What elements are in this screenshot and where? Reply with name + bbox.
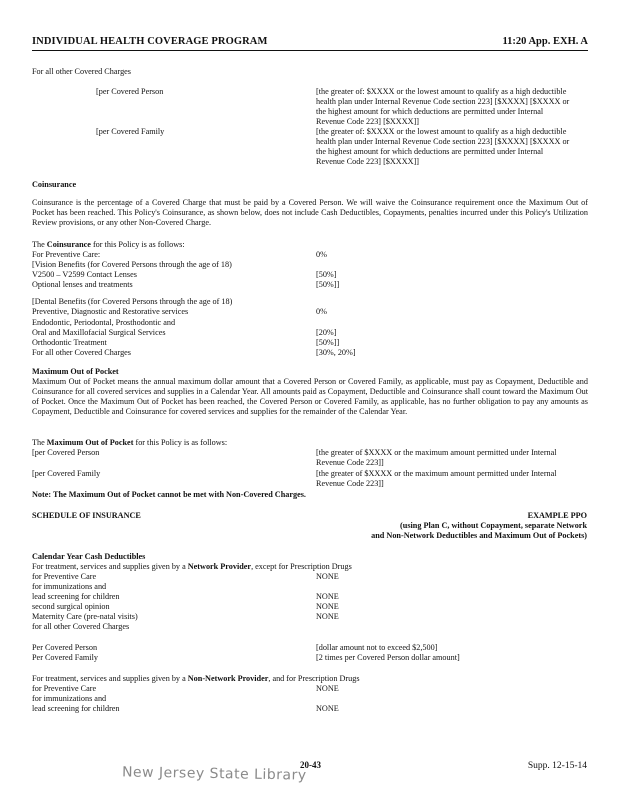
nonnetwork-row-value: NONE bbox=[316, 704, 339, 713]
other-person-line-2: health plan under Internal Revenue Code section 223] [$XXXX] [$XXXX or bbox=[316, 97, 570, 106]
moop-intro-bold: Maximum Out of Pocket bbox=[46, 438, 134, 447]
deductibles-heading: Calendar Year Cash Deductibles bbox=[32, 552, 146, 561]
network-intro bbox=[32, 562, 352, 572]
moop-person-line-1: [the greater of $XXXX or the maximum amount permitted under Internal bbox=[316, 448, 557, 457]
per-row-value: [2 times per Covered Person dollar amount] bbox=[316, 653, 460, 662]
schedule-plan-note-2: and Non-Network Deductibles and Maximum Out of Pockets) bbox=[371, 531, 587, 540]
network-row-label: lead screening for children bbox=[32, 592, 120, 601]
nonnetwork-row-label: for immunizations and bbox=[32, 694, 107, 703]
moop-intro-post: for this Policy is as follows: bbox=[133, 438, 228, 447]
dental-row-value: [50%]] bbox=[316, 338, 340, 347]
network-row-label: for Preventive Care bbox=[32, 572, 97, 581]
dental-row-value: [20%] bbox=[316, 328, 337, 337]
page-number: 20-43 bbox=[300, 760, 321, 770]
schedule-title: SCHEDULE OF INSURANCE bbox=[32, 511, 141, 520]
other-charges-heading: For all other Covered Charges bbox=[32, 67, 131, 76]
coinsurance-paragraph: Coinsurance is the percentage of a Covered Charge that must be paid by a Covered Person. We will waive the Coinsurance requirement once the Maximum Out of Pocket has been reached. This Policy's Coinsurance, as shown below, does not include Cash Deductibles, Copayments, penalties incurred under this Policy's Utilization Review provisions, or any other Non-Covered Charge. bbox=[32, 198, 588, 227]
moop-person-label: [per Covered Person bbox=[32, 448, 100, 457]
moop-intro bbox=[32, 438, 227, 448]
moop-heading: Maximum Out of Pocket bbox=[32, 367, 119, 376]
page-header bbox=[32, 37, 588, 51]
moop-intro-pre: The bbox=[32, 438, 47, 447]
per-row-value: [dollar amount not to exceed $2,500] bbox=[316, 643, 438, 652]
other-person-line-3: the highest amount for which deductions are permitted under Internal bbox=[316, 107, 544, 116]
supplement-date: Supp. 12-15-14 bbox=[527, 761, 587, 771]
coinsurance-row-label: V2500 – V2599 Contact Lenses bbox=[32, 270, 137, 279]
dental-row-value: [30%, 20%] bbox=[316, 348, 356, 357]
nonnetwork-intro-pre: For treatment, services and supplies given by a bbox=[32, 674, 188, 683]
library-stamp: New Jersey State Library bbox=[121, 764, 307, 784]
other-person-label: [per Covered Person bbox=[96, 87, 164, 96]
coinsurance-intro-bold: Coinsurance bbox=[46, 240, 91, 249]
moop-family-label: [per Covered Family bbox=[32, 469, 101, 478]
dental-row-value: 0% bbox=[316, 307, 327, 316]
moop-person-line-2: Revenue Code 223]] bbox=[316, 458, 384, 467]
schedule-plan-note-1: (using Plan C, without Copayment, separate Network bbox=[400, 521, 587, 530]
nonnetwork-intro-bold: Non-Network Provider bbox=[187, 674, 269, 683]
moop-family-line-1: [the greater of $XXXX or the maximum amount permitted under Internal bbox=[316, 469, 557, 478]
coinsurance-row-value: [50%]] bbox=[316, 280, 340, 289]
nonnetwork-row-label: lead screening for children bbox=[32, 704, 120, 713]
other-person-line-4: Revenue Code 223] [$XXXX]] bbox=[316, 117, 419, 126]
per-row-label: Per Covered Family bbox=[32, 653, 98, 662]
coinsurance-row-label: Optional lenses and treatments bbox=[32, 280, 133, 289]
other-family-line-1: [the greater of: $XXXX or the lowest amount to qualify as a high deductible bbox=[316, 127, 567, 136]
other-family-line-4: Revenue Code 223] [$XXXX]] bbox=[316, 157, 419, 166]
moop-family-line-2: Revenue Code 223]] bbox=[316, 479, 384, 488]
network-row-label: for all other Covered Charges bbox=[32, 622, 130, 631]
per-row-label: Per Covered Person bbox=[32, 643, 98, 652]
moop-note: Note: The Maximum Out of Pocket cannot be met with Non-Covered Charges. bbox=[32, 490, 306, 499]
dental-row-label: Endodontic, Periodontal, Prosthodontic and bbox=[32, 318, 176, 327]
nonnetwork-row-label: for Preventive Care bbox=[32, 684, 97, 693]
other-family-line-3: the highest amount for which deductions are permitted under Internal bbox=[316, 147, 544, 156]
coinsurance-intro-pre: The bbox=[32, 240, 47, 249]
coinsurance-row-value: [50%] bbox=[316, 270, 337, 279]
network-row-label: for immunizations and bbox=[32, 582, 107, 591]
other-family-line-2: health plan under Internal Revenue Code section 223] [$XXXX] [$XXXX or bbox=[316, 137, 570, 146]
schedule-plan-name: EXAMPLE PPO bbox=[527, 511, 587, 520]
other-family-label: [per Covered Family bbox=[96, 127, 165, 136]
header-title: INDIVIDUAL HEALTH COVERAGE PROGRAM bbox=[32, 36, 268, 47]
network-row-value: NONE bbox=[316, 592, 339, 601]
coinsurance-heading: Coinsurance bbox=[32, 180, 77, 189]
dental-row-label: Orthodontic Treatment bbox=[32, 338, 107, 347]
coinsurance-row-label: [Vision Benefits (for Covered Persons through the age of 18) bbox=[32, 260, 232, 269]
coinsurance-row-value: 0% bbox=[316, 250, 327, 259]
network-intro-pre: For treatment, services and supplies given by a bbox=[32, 562, 188, 571]
dental-row-label: Preventive, Diagnostic and Restorative services bbox=[32, 307, 189, 316]
moop-paragraph: Maximum Out of Pocket means the annual maximum dollar amount that a Covered Person or Covered Family, as applicable, must pay as Copayment, Deductible and Coinsurance for all covered services and supplies in a Calendar Year. All amounts paid as Copayment, Deductible and Coinsurance shall count toward the Maximum Out of Pocket. Once the Maximum Out of Pocket has been reached, the Covered Person or Covered Family, as applicable, has no further obligation to pay any amounts as Copayment, Deductible and Coinsurance for covered services and supplies for the remainder of the Calendar Year. bbox=[32, 377, 588, 416]
dental-row-label: For all other Covered Charges bbox=[32, 348, 131, 357]
nonnetwork-row-value: NONE bbox=[316, 684, 339, 693]
network-row-value: NONE bbox=[316, 602, 339, 611]
coinsurance-row-label: For Preventive Care: bbox=[32, 250, 101, 259]
dental-row-label: Oral and Maxillofacial Surgical Services bbox=[32, 328, 166, 337]
network-row-value: NONE bbox=[316, 572, 339, 581]
nonnetwork-intro bbox=[32, 674, 360, 684]
network-row-label: second surgical opinion bbox=[32, 602, 110, 611]
nonnetwork-intro-post: , and for Prescription Drugs bbox=[268, 674, 360, 683]
header-reference: 11:20 App. EXH. A bbox=[502, 36, 588, 47]
coinsurance-intro bbox=[32, 240, 185, 250]
dental-row-label: [Dental Benefits (for Covered Persons through the age of 18) bbox=[32, 297, 233, 306]
other-person-line-1: [the greater of: $XXXX or the lowest amount to qualify as a high deductible bbox=[316, 87, 567, 96]
network-intro-bold: Network Provider bbox=[187, 562, 252, 571]
network-row-value: NONE bbox=[316, 612, 339, 621]
network-row-label: Maternity Care (pre-natal visits) bbox=[32, 612, 138, 621]
network-intro-post: , except for Prescription Drugs bbox=[251, 562, 352, 571]
coinsurance-intro-post: for this Policy is as follows: bbox=[90, 240, 185, 249]
